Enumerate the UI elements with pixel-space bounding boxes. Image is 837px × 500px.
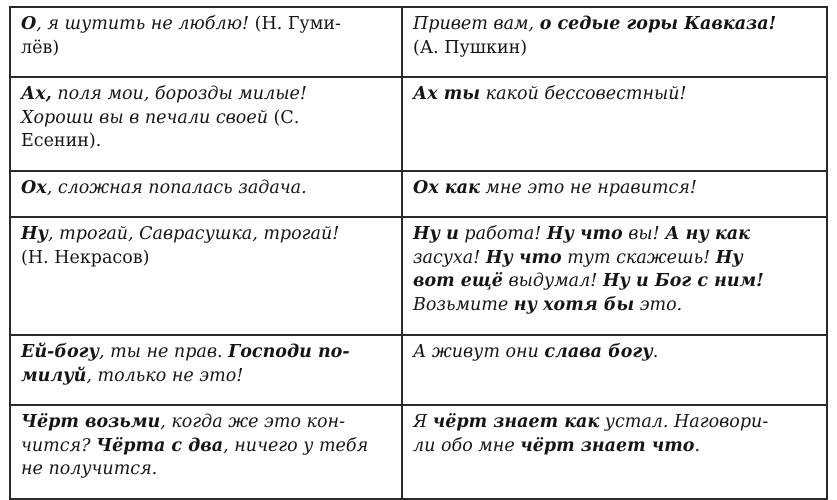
example-text: Хороши вы в печали своей (21, 107, 274, 128)
table-cell-right (402, 7, 827, 77)
table-cell-left (10, 7, 402, 77)
example-text: чится? (21, 435, 97, 456)
table-row (10, 217, 827, 335)
table-cell-left (10, 77, 402, 171)
table-cell-left (10, 217, 402, 335)
emphasis-text: Ну и (413, 224, 459, 244)
emphasis-text: о седые горы Кавказа! (539, 14, 777, 34)
table-cell-right (402, 335, 827, 405)
emphasis-text: чёрт знает как (432, 412, 600, 432)
example-text: Возьмите (413, 294, 514, 315)
example-text: выдумал! (502, 271, 603, 291)
emphasis-text: вот ещё (413, 271, 503, 291)
emphasis-text: Чёрта с два (96, 435, 224, 456)
example-text: тут скажешь! (561, 247, 716, 268)
emphasis-text: Ох как (413, 178, 480, 198)
citation-text: (С. (273, 107, 300, 128)
citation-text: лёв) (21, 37, 60, 58)
example-text: устал. Наговори- (599, 412, 769, 432)
citation-text: (А. Пушкин) (413, 37, 528, 58)
example-text: какой бессовестный! (480, 84, 687, 104)
emphasis-text: Господи по- (228, 342, 350, 362)
citation-text: (Н. Некрасов) (21, 247, 150, 268)
table-cell-right (402, 77, 827, 171)
emphasis-text: ну хотя бы (513, 294, 635, 315)
example-text: А живут они (413, 342, 545, 362)
table-row (10, 77, 827, 171)
example-text: , ничего у тебя (223, 435, 369, 456)
emphasis-text: Ну что (546, 224, 623, 244)
example-text: , сложная попалась задача. (46, 178, 307, 198)
example-text: , когда же это кон- (160, 412, 345, 432)
emphasis-text: Ну что (485, 247, 562, 268)
example-text: вы! (622, 224, 666, 244)
interjections-table (9, 6, 828, 500)
example-text: , ты не прав. (98, 342, 229, 362)
example-text: не получится. (21, 459, 158, 479)
table-row (10, 335, 827, 405)
emphasis-text: Ей-богу (21, 342, 99, 362)
table-cell-left (10, 171, 402, 217)
emphasis-text: Ах ты (413, 84, 481, 104)
citation-text: Есенин). (21, 131, 102, 151)
table-cell-right (402, 217, 827, 335)
table-cell-right (402, 171, 827, 217)
emphasis-text: милуй (21, 365, 87, 386)
citation-text: (Н. Гуми- (254, 14, 341, 34)
example-text: . (694, 435, 701, 456)
emphasis-text: Ну (21, 224, 49, 244)
emphasis-text: Ну (715, 247, 743, 268)
emphasis-text: чёрт знает что (520, 435, 695, 456)
table-cell-left (10, 335, 402, 405)
example-text: засуха! (413, 247, 486, 268)
example-text: , я шутить не люблю! (36, 14, 255, 34)
example-text: поля мои, борозды милые! (51, 84, 307, 104)
emphasis-text: А ну как (665, 224, 750, 244)
emphasis-text: Ну и Бог с ним! (602, 271, 764, 291)
emphasis-text: Ах, (21, 84, 52, 104)
example-text: . (652, 342, 659, 362)
example-text: , трогай, Саврасушка, трогай! (48, 224, 340, 244)
emphasis-text: Ох (21, 178, 47, 198)
emphasis-text: Чёрт возьми (21, 412, 161, 432)
emphasis-text: слава богу (544, 342, 653, 362)
table-row (10, 171, 827, 217)
example-text: Я (413, 412, 433, 432)
table-row (10, 7, 827, 77)
example-text: Привет вам, (413, 14, 540, 34)
emphasis-text: О (21, 14, 37, 34)
example-text: , только не это! (86, 365, 244, 386)
example-text: ли обо мне (413, 435, 521, 456)
example-text: это. (634, 294, 683, 315)
example-text: мне это не нравится! (479, 178, 697, 198)
example-text: работа! (458, 224, 547, 244)
